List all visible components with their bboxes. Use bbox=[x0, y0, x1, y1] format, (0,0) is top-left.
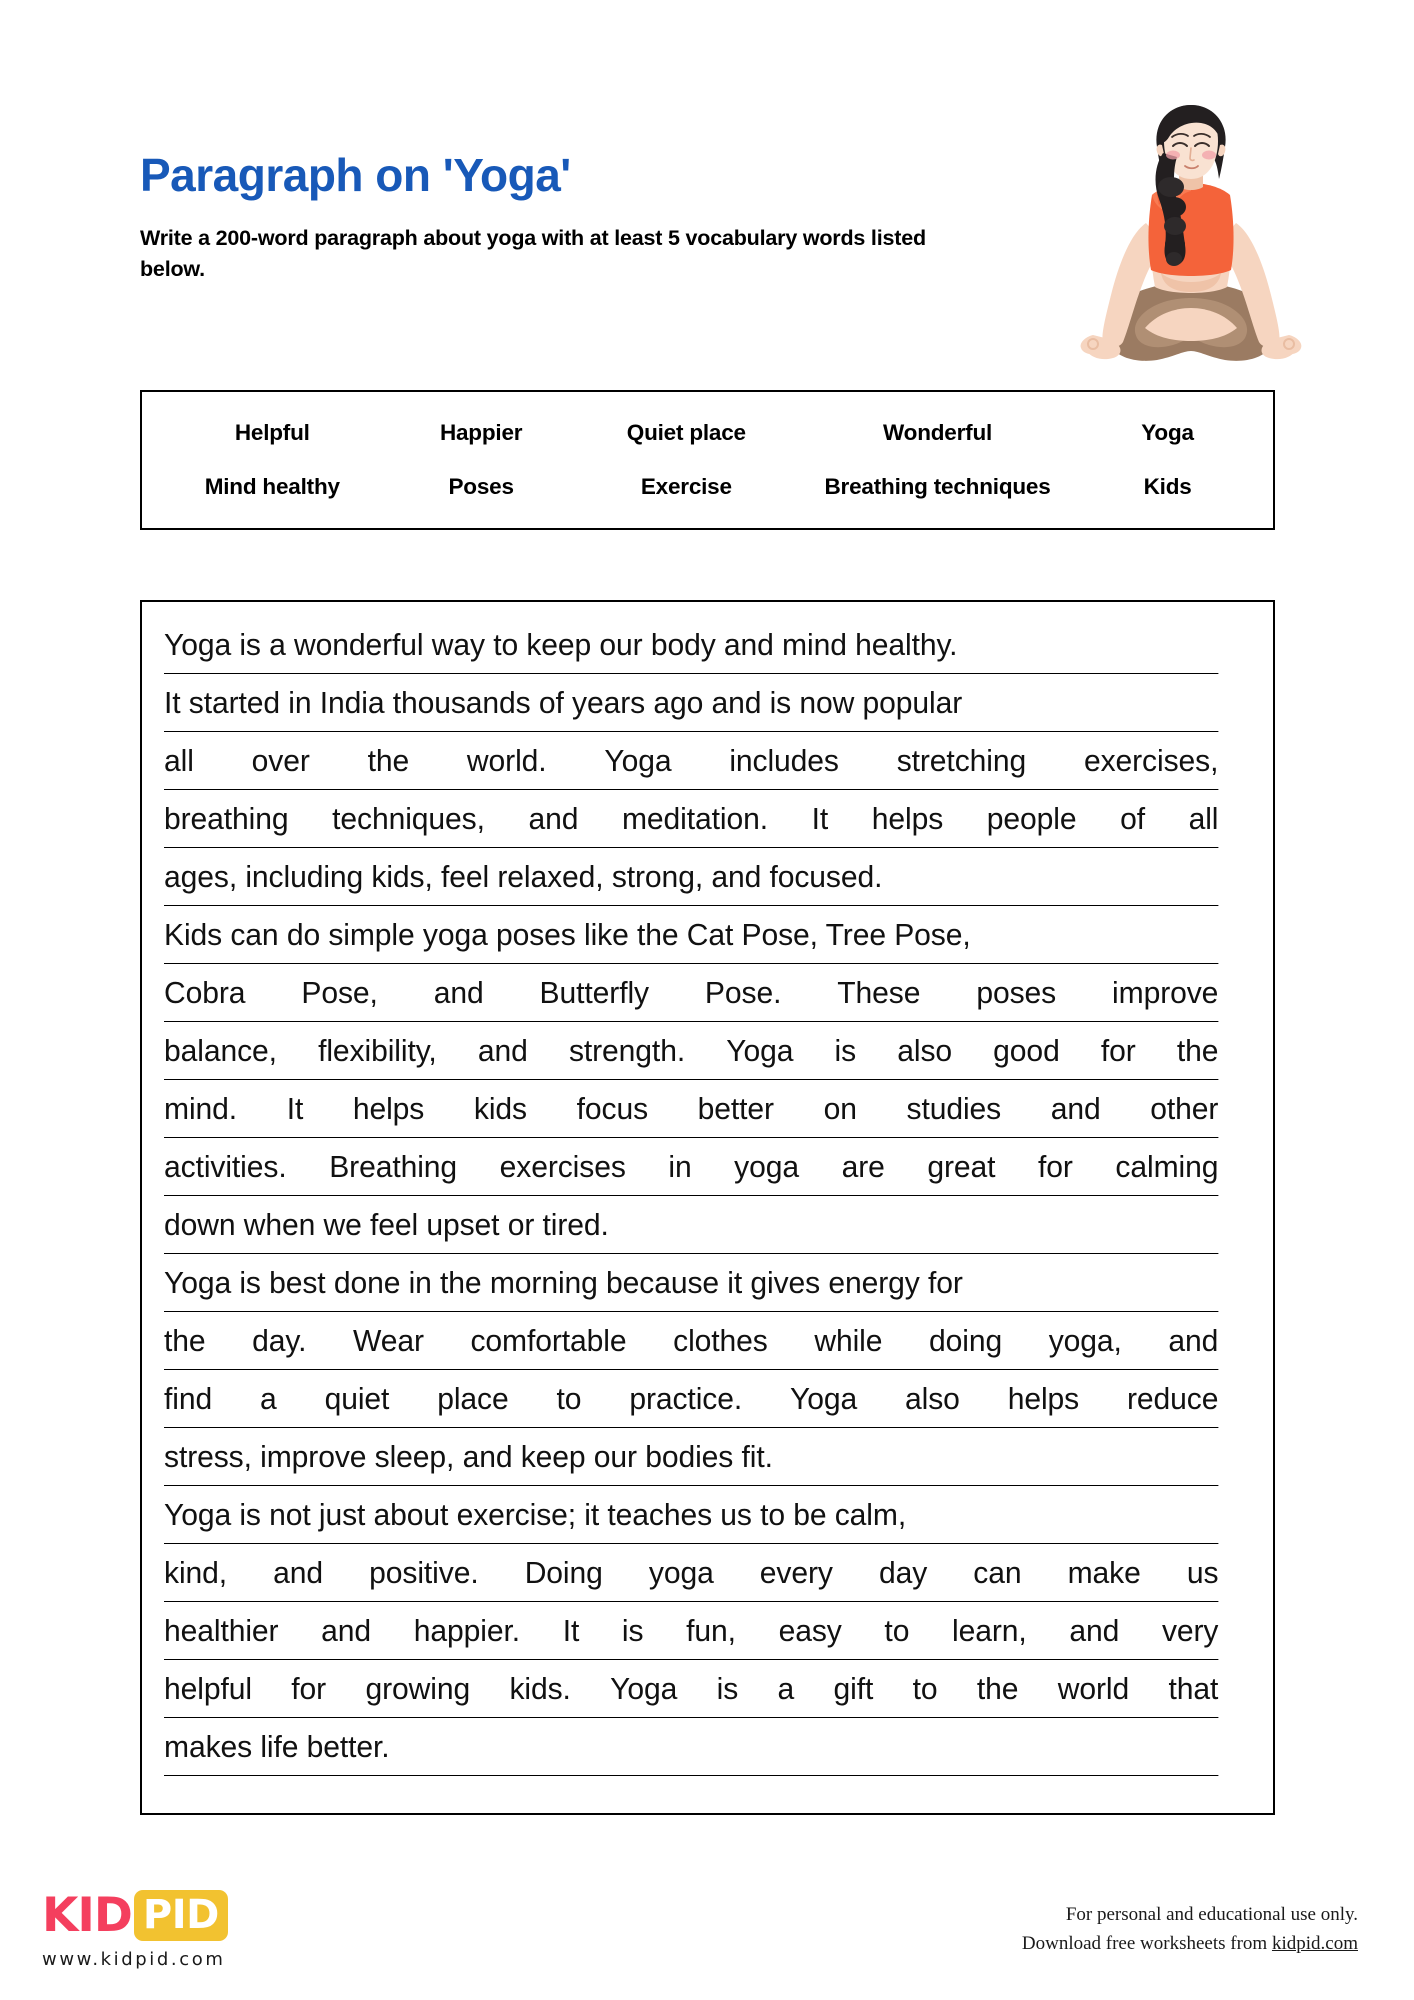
instruction-text: Write a 200-word paragraph about yoga with at least 5 vocabulary words listed below. bbox=[140, 225, 926, 281]
paragraph-line: mind. It helps kids focus better on studies and other bbox=[164, 1080, 1218, 1138]
vocabulary-word: Mind healthy bbox=[204, 474, 340, 499]
vocabulary-word: Exercise bbox=[640, 474, 732, 499]
paragraph-line: Yoga is best done in the morning because it gives energy for bbox=[164, 1254, 1218, 1312]
paragraph-answer-box[interactable] bbox=[140, 600, 1275, 1815]
paragraph-line: Kids can do simple yoga poses like the Cat Pose, Tree Pose, bbox=[164, 906, 1218, 964]
download-notice bbox=[1022, 1929, 1358, 1958]
logo-pid-badge bbox=[134, 1890, 228, 1941]
vocabulary-word: Poses bbox=[448, 474, 514, 499]
page-title: Paragraph on 'Yoga' bbox=[140, 149, 571, 201]
kidpid-logo bbox=[42, 1888, 228, 1970]
paragraph-line: kind, and positive. Doing yoga every day can make us bbox=[164, 1544, 1218, 1602]
logo-pid-text: PID bbox=[142, 1892, 219, 1938]
paragraph-line: stress, improve sleep, and keep our bodies fit. bbox=[164, 1428, 1218, 1486]
vocabulary-word: Yoga bbox=[1141, 420, 1194, 445]
paragraph-line: Yoga is not just about exercise; it teaches us to be calm, bbox=[164, 1486, 1218, 1544]
vocabulary-row bbox=[160, 474, 1255, 500]
logo-website-url: www.kidpid.com bbox=[42, 1949, 226, 1970]
vocabulary-row bbox=[160, 420, 1255, 446]
download-notice-prefix: Download free worksheets from bbox=[1021, 1933, 1272, 1955]
header bbox=[140, 150, 1020, 285]
paragraph-line: all over the world. Yoga includes stretching exercises, bbox=[164, 732, 1218, 790]
paragraph-line: activities. Breathing exercises in yoga are great for calming bbox=[164, 1138, 1218, 1196]
footer-credits bbox=[1022, 1900, 1358, 1959]
paragraph-line: makes life better. bbox=[164, 1718, 1218, 1776]
kidpid-link[interactable]: kidpid.com bbox=[1271, 1933, 1358, 1955]
vocabulary-word: Quiet place bbox=[626, 420, 746, 445]
usage-notice: For personal and educational use only. bbox=[1065, 1904, 1358, 1925]
vocabulary-word: Happier bbox=[439, 420, 523, 445]
vocabulary-word: Kids bbox=[1143, 474, 1192, 499]
yoga-meditation-illustration bbox=[1049, 95, 1334, 375]
paragraph-line: down when we feel upset or tired. bbox=[164, 1196, 1218, 1254]
paragraph-line: Cobra Pose, and Butterfly Pose. These poses improve bbox=[164, 964, 1218, 1022]
paragraph-line: the day. Wear comfortable clothes while doing yoga, and bbox=[164, 1312, 1218, 1370]
paragraph-line: healthier and happier. It is fun, easy to learn, and very bbox=[164, 1602, 1218, 1660]
vocabulary-word-bank bbox=[140, 390, 1275, 530]
paragraph-line: breathing techniques, and meditation. It helps people of all bbox=[164, 790, 1218, 848]
vocabulary-word: Wonderful bbox=[883, 420, 993, 445]
paragraph-line: It started in India thousands of years ago and is now popular bbox=[164, 674, 1218, 732]
vocabulary-word: Helpful bbox=[234, 420, 310, 445]
paragraph-line: find a quiet place to practice. Yoga also helps reduce bbox=[164, 1370, 1218, 1428]
paragraph-line: ages, including kids, feel relaxed, strong, and focused. bbox=[164, 848, 1218, 906]
paragraph-line: Yoga is a wonderful way to keep our body and mind healthy. bbox=[164, 616, 1218, 674]
logo-kid-text: KID bbox=[42, 1888, 132, 1943]
paragraph-line: balance, flexibility, and strength. Yoga is also good for the bbox=[164, 1022, 1218, 1080]
footer bbox=[0, 1880, 1414, 2000]
vocabulary-word: Breathing techniques bbox=[824, 474, 1051, 499]
paragraph-lines bbox=[164, 616, 1251, 1776]
paragraph-line: helpful for growing kids. Yoga is a gift to the world that bbox=[164, 1660, 1218, 1718]
